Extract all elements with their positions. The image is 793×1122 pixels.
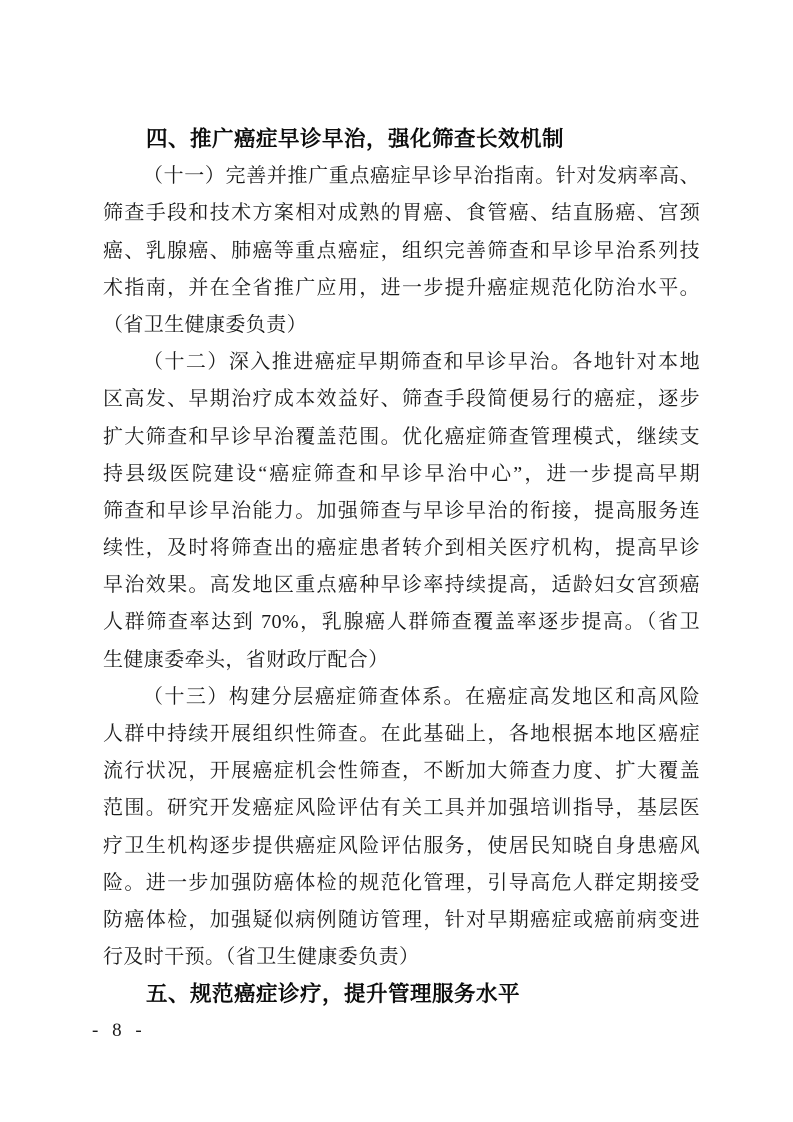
para-12-line: 筛查和早诊早治能力。加强筛查与早诊早治的衔接，提高服务连 [103, 499, 700, 522]
para-11-line: 术指南，并在全省推广应用，进一步提升癌症规范化防治水平。 [103, 276, 700, 299]
para-12-line: 扩大筛查和早诊早治覆盖范围。优化癌症筛查管理模式，继续支 [103, 425, 700, 448]
para-13-line: 行及时干预。（省卫生健康委负责） [103, 946, 420, 969]
para-13-line: 疗卫生机构逐步提供癌症风险评估服务，使居民知晓自身患癌风 [103, 834, 700, 857]
para-11-line: 癌、乳腺癌、肺癌等重点癌症，组织完善筛查和早诊早治系列技 [103, 239, 700, 262]
para-11-line: 筛查手段和技术方案相对成熟的胃癌、食管癌、结直肠癌、宫颈 [103, 202, 700, 225]
para-11-line: （省卫生健康委负责） [103, 313, 307, 336]
para-12-line: 持县级医院建设“癌症筛查和早诊早治中心”，进一步提高早期 [103, 462, 700, 485]
para-12-line: 生健康委牵头，省财政厅配合） [103, 648, 389, 671]
para-13-line: （十三）构建分层癌症筛查体系。在癌症高发地区和高风险 [143, 685, 700, 708]
para-13-line: 流行状况，开展癌症机会性筛查，不断加大筛查力度、扩大覆盖 [103, 760, 700, 783]
para-13-line: 防癌体检，加强疑似病例随访管理，针对早期癌症或癌前病变进 [103, 908, 700, 931]
para-12-line: 人群筛查率达到 70%，乳腺癌人群筛查覆盖率逐步提高。（省卫 [103, 611, 700, 634]
para-12-line: 续性，及时将筛查出的癌症患者转介到相关医疗机构，提高早诊 [103, 537, 700, 560]
section-heading-4: 四、推广癌症早诊早治，强化筛查长效机制 [146, 127, 565, 151]
document-body [103, 121, 700, 1014]
para-11-line: （十一）完善并推广重点癌症早诊早治指南。针对发病率高、 [143, 165, 700, 188]
page-number: - 8 - [92, 1020, 143, 1041]
para-12-line: （十二）深入推进癌症早期筛查和早诊早治。各地针对本地 [143, 351, 700, 374]
section-heading-5: 五、规范癌症诊疗，提升管理服务水平 [146, 982, 521, 1007]
para-13-line: 人群中持续开展组织性筛查。在此基础上，各地根据本地区癌症 [103, 723, 700, 745]
para-13-line: 险。进一步加强防癌体检的规范化管理，引导高危人群定期接受 [103, 871, 700, 894]
para-12-line: 区高发、早期治疗成本效益好、筛查手段简便易行的癌症，逐步 [103, 388, 700, 411]
para-12-line: 早治效果。高发地区重点癌种早诊率持续提高，适龄妇女宫颈癌 [103, 574, 700, 597]
para-13-line: 范围。研究开发癌症风险评估有关工具并加强培训指导，基层医 [103, 797, 700, 820]
